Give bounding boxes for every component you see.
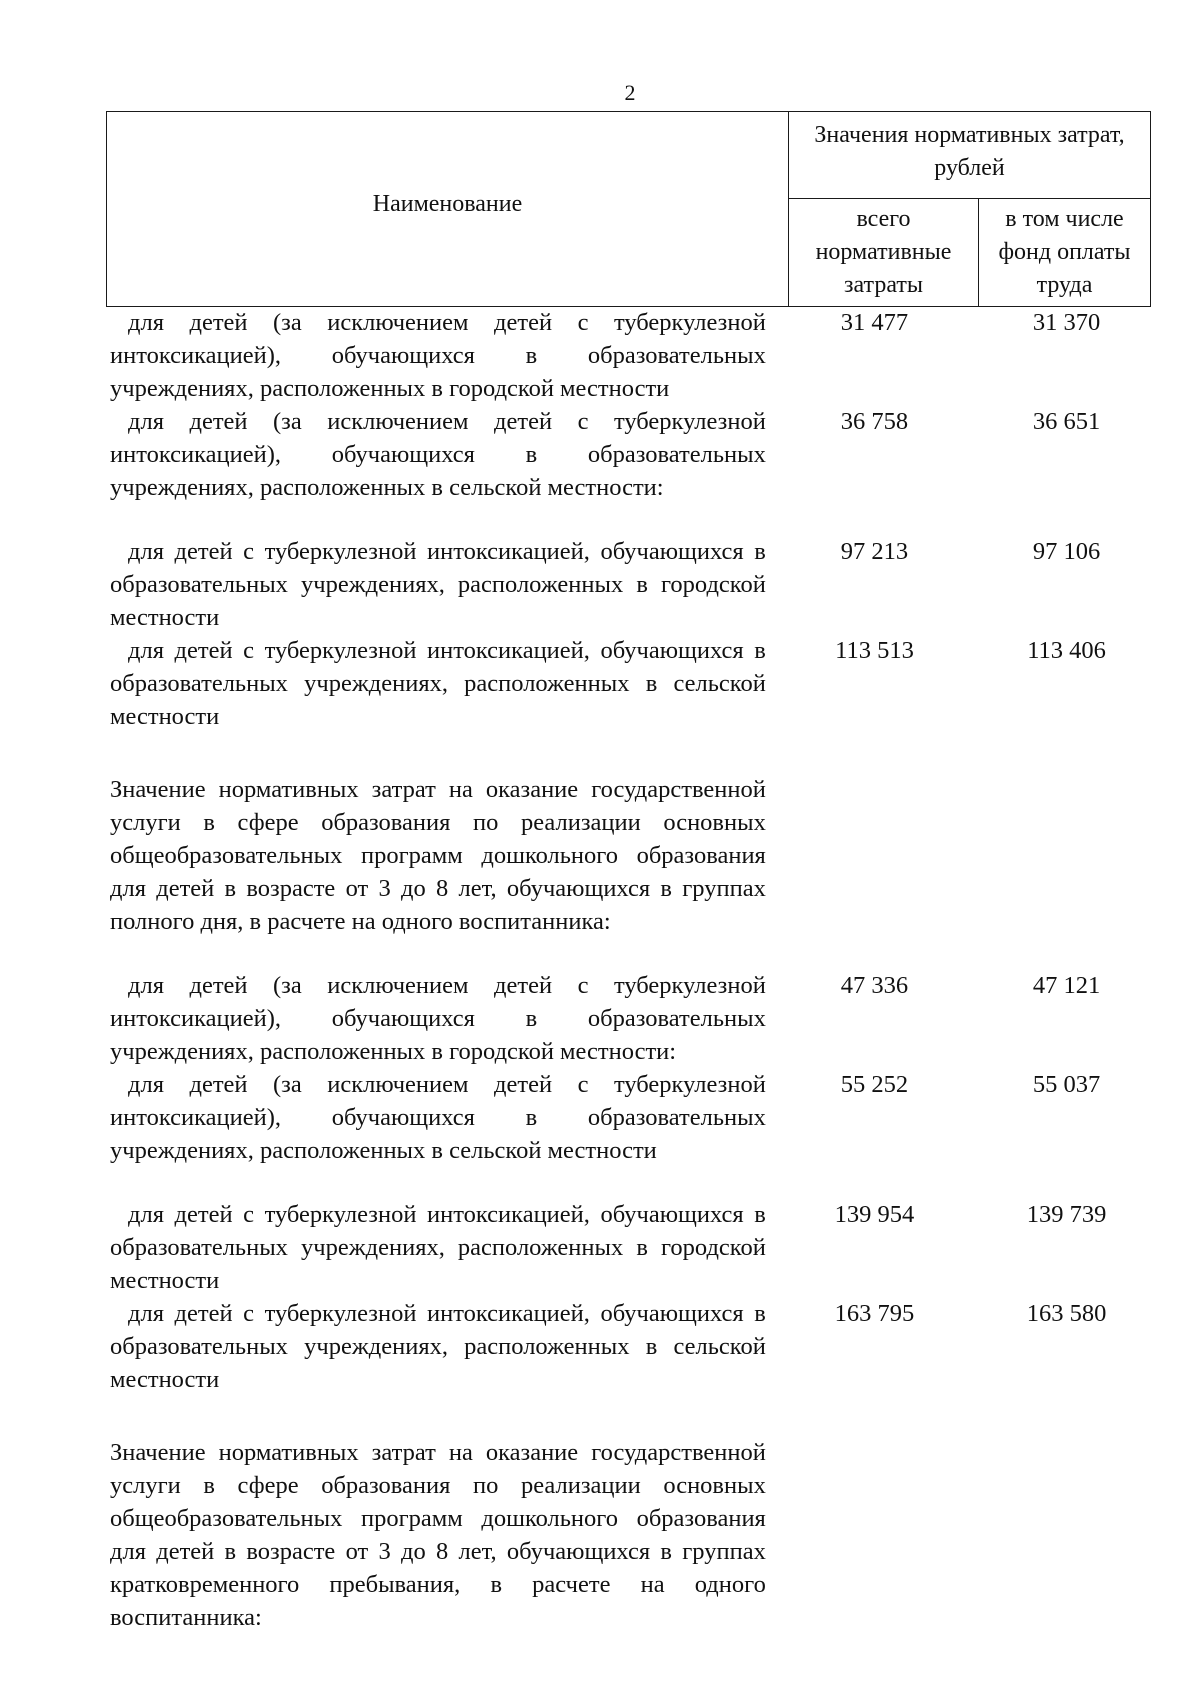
row-total: 31 477 [840,309,909,336]
row-name: для детей (за исключением детей с туберкулезной интоксикацией), обучающихся в образовательных учреждениях, расположенных в сельской местности [110,1071,766,1164]
table-row [110,1068,1150,1167]
row-name: для детей с туберкулезной интоксикацией, обучающихся в образовательных учреждениях, расположенных в городской местности [110,1201,766,1294]
row-total: 55 252 [840,1071,909,1098]
row-total: 97 213 [840,538,909,565]
column-header-values-group: Значения нормативных затрат, рублей [789,112,1151,199]
table-row [110,1297,1150,1396]
row-fot: 139 739 [1026,1201,1107,1228]
row-name: для детей (за исключением детей с туберкулезной интоксикацией), обучающихся в образовательных учреждениях, расположенных в городской местности [110,309,766,402]
table-body [110,306,1150,1634]
row-fot: 36 651 [1032,408,1101,435]
table-row [110,634,1150,733]
table-row [110,405,1150,504]
table-header [106,111,1151,307]
row-fot: 55 037 [1032,1071,1101,1098]
table-row-section [110,1436,1150,1634]
table-row [110,1198,1150,1297]
row-fot: 31 370 [1032,309,1101,336]
row-fot: 163 580 [1026,1300,1107,1327]
row-total: 113 513 [835,637,914,664]
table-row-section [110,773,1150,938]
row-fot: 97 106 [1032,538,1101,565]
row-name: для детей с туберкулезной интоксикацией, обучающихся в образовательных учреждениях, расположенных в сельской местности [110,637,766,730]
row-name: для детей (за исключением детей с туберкулезной интоксикацией), обучающихся в образовательных учреждениях, расположенных в городской местности: [110,972,766,1065]
column-header-fot: в том числе фонд оплаты труда [979,199,1151,307]
column-header-name: Наименование [107,112,789,307]
section-heading: Значение нормативных затрат на оказание государственной услуги в сфере образования по реализации основных общеобразовательных программ дошкольного образования для детей в возрасте от 3 до 8 лет, обучающихся в группах кратковременного пребывания, в расчете на одного воспитанника: [110,1439,766,1631]
row-total: 139 954 [834,1201,915,1228]
table-row [110,306,1150,405]
row-total: 47 336 [840,972,909,999]
column-header-total: всего нормативные затраты [789,199,979,307]
row-name: для детей с туберкулезной интоксикацией, обучающихся в образовательных учреждениях, расположенных в сельской местности [110,1300,766,1393]
row-total: 163 795 [834,1300,915,1327]
table-row [110,969,1150,1068]
row-name: для детей с туберкулезной интоксикацией, обучающихся в образовательных учреждениях, расположенных в городской местности [110,538,766,631]
row-name: для детей (за исключением детей с туберкулезной интоксикацией), обучающихся в образовательных учреждениях, расположенных в сельской местности: [110,408,766,501]
page-number: 2 [624,80,636,105]
table-row [110,535,1150,634]
row-total: 36 758 [840,408,909,435]
section-heading: Значение нормативных затрат на оказание государственной услуги в сфере образования по реализации основных общеобразовательных программ дошкольного образования для детей в возрасте от 3 до 8 лет, обучающихся в группах полного дня, в расчете на одного воспитанника: [110,776,766,935]
row-fot: 47 121 [1032,972,1101,999]
row-fot: 113 406 [1027,637,1106,664]
